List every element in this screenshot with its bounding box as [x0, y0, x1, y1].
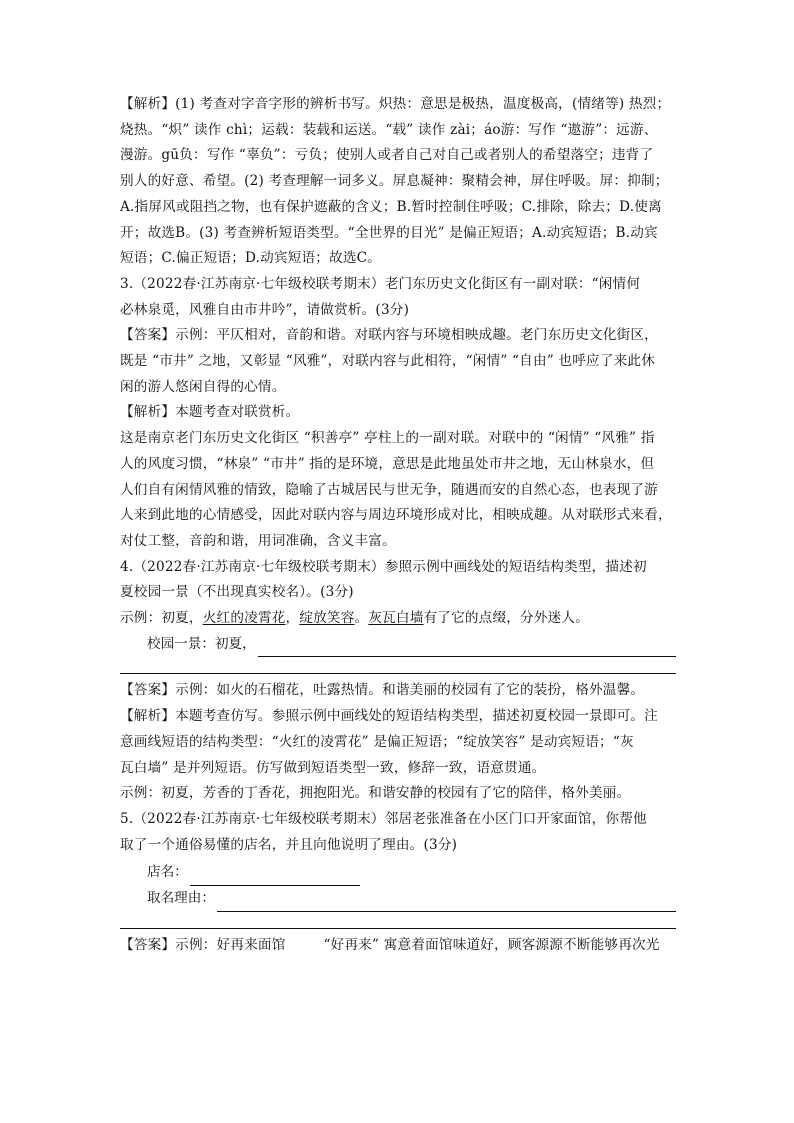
shop-name-line: [120, 860, 676, 886]
text-line: 闲的游人悠闲自得的心情。: [120, 378, 286, 395]
text-line: 【解析】(1) 考查对字音字形的辨析书写。炽热：意思是极热，温度极高，(情绪等) 热烈；: [120, 96, 671, 112]
reason-blank-line-2[interactable]: [120, 912, 676, 929]
example-text: 示例：初夏，: [120, 610, 203, 627]
answer-blank[interactable]: [258, 638, 676, 657]
fill-label: 校园一景：初夏，: [147, 635, 256, 652]
text-line: 人们自有闲情风雅的情致，隐喻了古城居民与世无争，随遇而安的自然心态，也表现了游: [120, 481, 658, 498]
text-line: 【答案】示例：好再来面馆: [120, 936, 286, 953]
answer-5: [120, 933, 676, 959]
text-line: 4.（2022春·江苏南京·七年级校联考期末）参照示例中画线处的短语结构类型，描述初: [120, 558, 647, 575]
underlined-phrase-3: 灰瓦白墙: [368, 610, 424, 627]
text-line: 意画线短语的结构类型：“火红的凌霄花” 是偏正短语；“绽放笑容” 是动宾短语；“灰: [120, 733, 634, 750]
text-line: 既是 “市井” 之地，又彰显 “风雅”，对联内容与此相符，“闲情” “自由” 也呼应了来此休: [120, 353, 655, 370]
text-line: 短语；C.偏正短语；D.动宾短语；故选C。: [120, 250, 382, 267]
example-text: ，: [285, 610, 300, 627]
shop-name-blank[interactable]: [190, 867, 360, 886]
text-line: 【解析】本题考查仿写。参照示例中画线处的短语结构类型，描述初夏校园一景即可。注: [120, 708, 658, 725]
text-line: 开；故选B。(3) 考查辨析短语类型。“全世界的目光” 是偏正短语；A.动宾短语；B.动宾: [120, 224, 658, 241]
text-line: 瓦白墙” 是并列短语。仿写做到短语类型一致，修辞一致，语意贯通。: [120, 759, 546, 776]
text-line: 对仗工整，音韵和谐，用词准确，含义丰富。: [120, 532, 396, 549]
answer-3: [120, 323, 676, 400]
campus-scene-answer-line: [120, 632, 676, 658]
text-line: 漫游。gū负：写作 “辜负”：亏负；使别人或者自己对自己或者别人的希望落空；违背了: [120, 147, 654, 164]
analysis-4: [120, 704, 676, 807]
text-line: 【答案】示例：如火的石榴花，吐露热情。和谐美丽的校园有了它的装扮，格外温馨。: [120, 682, 645, 699]
text-line: 取了一个通俗易懂的店名，并且向他说明了理由。(3分): [120, 836, 458, 853]
text-line: “好再来” 寓意着面馆味道好，顾客源源不断能够再次光: [323, 936, 660, 953]
underlined-phrase-2: 绽放笑容: [299, 610, 355, 627]
question-5: [120, 807, 676, 858]
example-line: [120, 606, 676, 632]
text-line: 这是南京老门东历史文化街区 “积善亭” 亭柱上的一副对联。对联中的 “闲情” “风雅” 指: [120, 430, 655, 447]
reason-blank[interactable]: [217, 893, 676, 912]
text-line: 【解析】本题考查对联赏析。: [120, 404, 300, 421]
answer-blank-line-2[interactable]: [120, 657, 676, 674]
text-line: 烧热。“炽” 读作 chì；运载：装载和运送。“载” 读作 zài；áo游：写作 “遨游”：远游、: [120, 121, 658, 138]
text-line: 必林泉觅，风雅自由市井吟”，请做赏析。(3分): [120, 301, 410, 318]
question-4: [120, 555, 676, 606]
underlined-phrase-1: 火红的凌霄花: [202, 610, 286, 627]
text-line: 夏校园一景（不出现真实校名）。(3分): [120, 584, 354, 601]
text-line: 人来到此地的心情感受，因此对联内容与周边环境形成对比，相映成趣。从对联形式来看，: [120, 507, 672, 524]
fill-label: 取名理由：: [147, 890, 215, 907]
analysis-3: [120, 400, 676, 554]
analysis-q2-paragraph: [120, 92, 676, 272]
text-line: 人的风度习惯，“林泉” “市井” 指的是环境，意思是此地虽处市井之地，无山林泉水，但: [120, 455, 655, 472]
document-page: [120, 92, 676, 959]
example-text: 有了它的点缀，分外迷人。: [423, 610, 590, 627]
text-line: 【答案】示例：平仄相对，音韵和谐。对联内容与环境相映成趣。老门东历史文化街区，: [120, 327, 658, 344]
text-line: 别人的好意、希望。(2) 考查理解一词多义。屏息凝神：聚精会神，屏住呼吸。屏：抑制；: [120, 173, 669, 190]
answer-4: [120, 678, 676, 704]
text-line: A.指屏风或阻挡之物，也有保护遮蔽的含义；B.暂时控制住呼吸；C.排除，除去；D.使离: [120, 198, 662, 215]
fill-label: 店名：: [147, 864, 188, 881]
text-line: 3.（2022春·江苏南京·七年级校联考期末）老门东历史文化街区有一副对联：“闲情何: [120, 275, 641, 292]
question-3: [120, 272, 676, 323]
text-line: 示例：初夏，芳香的丁香花，拥抱阳光。和谐安静的校园有了它的陪伴，格外美丽。: [120, 785, 631, 802]
example-text: 。: [354, 610, 369, 627]
reason-line: [120, 886, 676, 912]
text-line: 5.（2022春·江苏南京·七年级校联考期末）邻居老张准备在小区门口开家面馆，你帮他: [120, 810, 647, 827]
